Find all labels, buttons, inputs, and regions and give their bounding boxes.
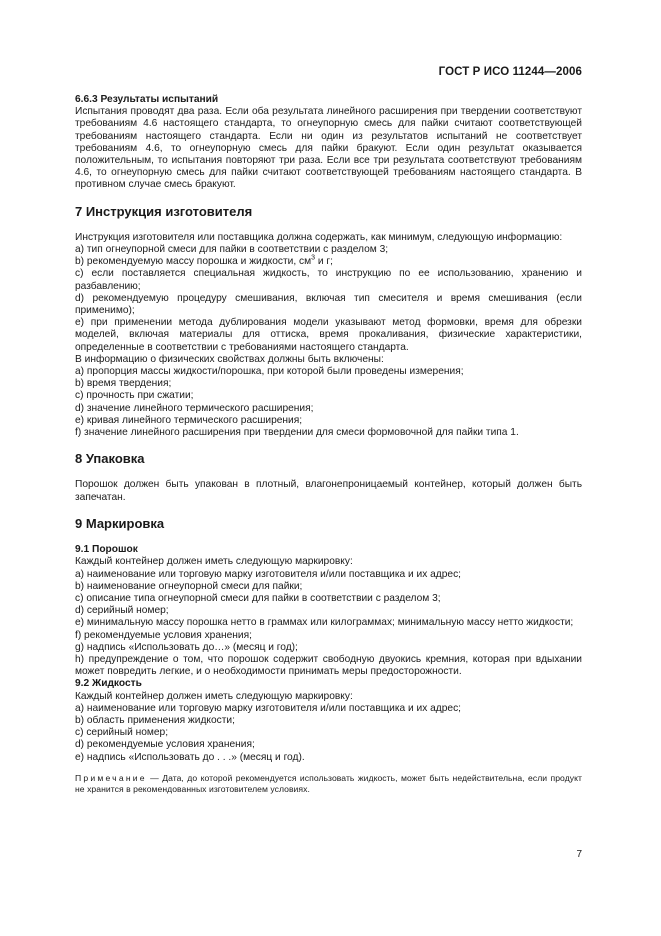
page-content xyxy=(75,94,582,803)
section-9-2-item-c: c) серийный номер; xyxy=(75,727,169,739)
section-7-heading: 7 Инструкция изготовителя xyxy=(75,203,253,219)
section-9-heading: 9 Маркировка xyxy=(75,515,165,531)
section-9-1-item-a: a) наименование или торговую марку изготовителя и/или поставщика и их адрес; xyxy=(75,568,462,580)
section-7-phys-intro: В информацию о физических свойствах должны быть включены: xyxy=(75,353,384,365)
section-7-item-d: d) рекомендуемую процедуру смешивания, включая тип смесителя и время смешивания (если применимо); xyxy=(75,292,582,317)
section-9-2-item-d: d) рекомендуемые условия хранения; xyxy=(75,739,255,751)
section-7-phys-item-e: e) кривая линейного термического расширения; xyxy=(75,414,303,426)
section-9-1-intro: Каждый контейнер должен иметь следующую маркировку: xyxy=(75,556,353,568)
page-number: 7 xyxy=(576,849,582,860)
section-9-1-item-g: g) надпись «Использовать до…» (месяц и год); xyxy=(75,641,298,653)
section-7-item-b: b) рекомендуемую массу порошка и жидкости, $см^3$ и г; xyxy=(75,254,333,268)
section-7-phys-item-b: b) время твердения; xyxy=(75,378,172,390)
section-7-phys-item-f: f) значение линейного расширения при твердении для смеси формовочной для пайки типа 1. xyxy=(75,427,519,439)
section-7-intro: Инструкция изготовителя или поставщика должна содержать, как минимум, следующую информацию: xyxy=(75,231,563,243)
section-6-6-3-text: Испытания проводят два раза. Если оба результата линейного расширения при твердении соответствуют требованиям 4.6 настоящего стандарта, то огнеупорную смесь для пайки считают соответствующей требованиям настоящего стандарта. Если ни один из результатов испытаний не соответствует требованиям 4.6, то огнеупорную смесь для пайки бракуют. Если один результат оказывается положительным, то испытания повторяют три раза. Если все три результата соответствуют требованиям 4.6, то огнеупорную смесь для пайки считают соответствующей требованиям настоящего стандарта. В противном случае смесь бракуют. xyxy=(75,106,582,191)
note xyxy=(75,773,582,795)
document-id-header: ГОСТ Р ИСО 11244—2006 xyxy=(438,66,582,78)
section-8-heading: 8 Упаковка xyxy=(75,451,145,467)
section-9-2-heading: 9.2 Жидкость xyxy=(75,678,142,690)
section-7-phys-item-d: d) значение линейного термического расширения; xyxy=(75,402,314,414)
section-7-item-a: a) тип огнеупорной смеси для пайки в соответствии с разделом 3; xyxy=(75,244,389,256)
section-7-item-c: c) если поставляется специальная жидкость, то инструкцию по ее использованию, хранению и разбавлению; xyxy=(75,268,582,292)
section-9-1-item-c: c) описание типа огнеупорной смеси для пайки в соответствии с разделом 3; xyxy=(75,592,441,604)
section-9-2-item-a: a) наименование или торговую марку изготовителя и/или поставщика и их адрес; xyxy=(75,702,462,714)
section-7-item-e: e) при применении метода дублирования модели указывают метод формовки, время для обрезки моделей, включая материалы для оттиска, время прокаливания, физические характеристики, определенные в соответствии с требованиями настоящего стандарта. xyxy=(75,317,582,353)
section-9-1-heading: 9.1 Порошок xyxy=(75,544,138,556)
section-9-1-item-h: h) предупреждение о том, что порошок содержит свободную двуокись кремния, которая при вдыхании может повредить легкие, и о необходимости принимать меры предосторожности. xyxy=(75,653,582,678)
section-9-1-item-f: f) рекомендуемые условия хранения; xyxy=(75,629,252,641)
section-7-phys-item-c: c) прочность при сжатии; xyxy=(75,390,194,402)
section-9-1-item-d: d) серийный номер; xyxy=(75,605,169,617)
section-9-2-intro: Каждый контейнер должен иметь следующую маркировку: xyxy=(75,690,353,702)
note-text: — Дата, до которой рекомендуется использовать жидкость, может быть недействительна, если продукт не хранится в рекомендованных изготовителем условиях. xyxy=(75,772,582,794)
section-7-phys-item-a: a) пропорция массы жидкости/порошка, при которой были проведены измерения; xyxy=(75,366,464,378)
section-6-6-3-heading: 6.6.3 Результаты испытаний xyxy=(75,94,219,105)
section-9-2-item-b: b) область применения жидкости; xyxy=(75,714,235,726)
section-9-1-item-b: b) наименование огнеупорной смеси для пайки; xyxy=(75,580,303,592)
section-9-2-item-e: e) надпись «Использовать до . . .» (месяц и год). xyxy=(75,751,305,763)
note-label: Примечание xyxy=(75,772,147,783)
section-8-text: Порошок должен быть упакован в плотный, влагонепроницаемый контейнер, который должен быть запечатан. xyxy=(75,479,582,503)
section-9-1-item-e: e) минимальную массу порошка нетто в граммах или килограммах; минимальную массу нетто жидкости; xyxy=(75,617,574,629)
